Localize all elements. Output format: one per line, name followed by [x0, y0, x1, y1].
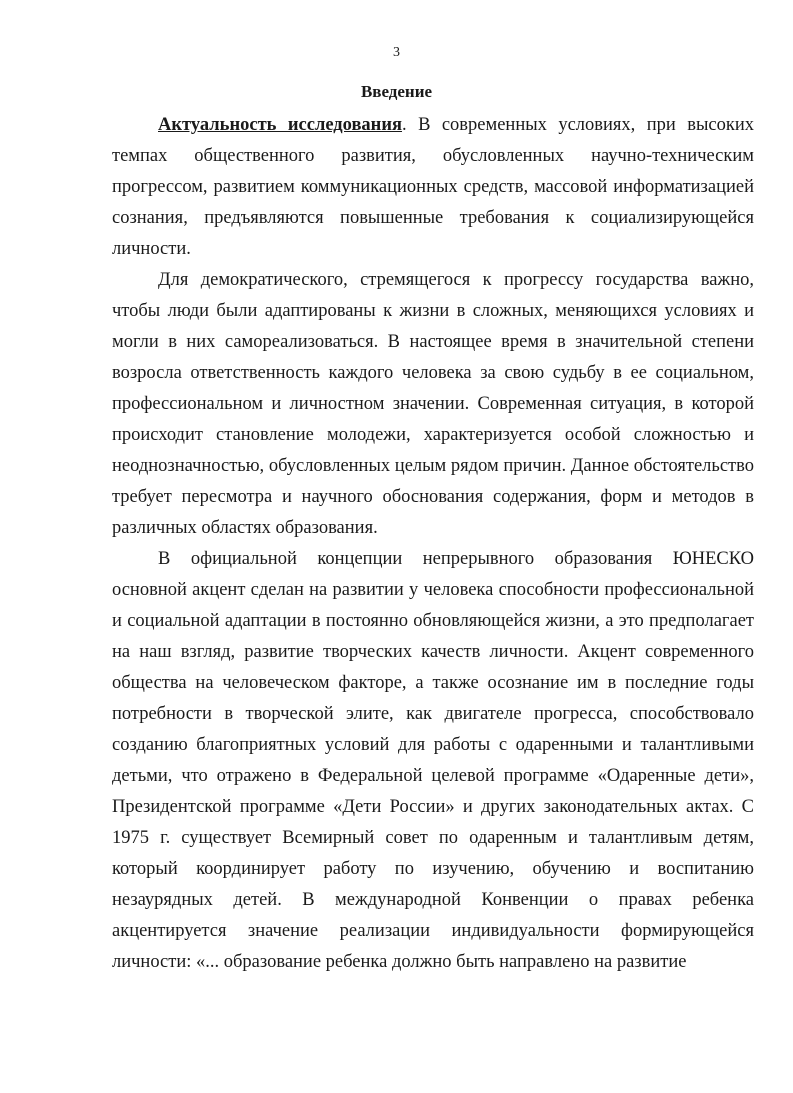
paragraph-democracy: Для демократического, стремящегося к прогрессу государства важно, чтобы люди были адаптированы к жизни в сложных, меняющихся условиях и могли в них самореализоваться. В настоящее время в значительной степени возросла ответственность каждого человека за свою судьбу в ее социальном, профессиональном и личностном значении. Современная ситуация, в которой происходит становление молодежи, характеризуется особой сложностью и неоднозначностью, обусловленных целым рядом причин. Данное обстоятельство требует пересмотра и научного обоснования содержания, форм и методов в различных областях образования.	[112, 270, 754, 538]
paragraph-relevance	[112, 110, 754, 265]
body-text	[112, 110, 754, 978]
paragraph-lead: Актуальность исследования	[158, 115, 403, 135]
paragraph-unesco: В официальной концепции непрерывного образования ЮНЕСКО основной акцент сделан на развитии у человека способности профессиональной и социальной адаптации в постоянно обновляющейся жизни, а это предполагает на наш взгляд, развитие творческих качеств личности. Акцент современного общества на человеческом факторе, а также осознание им в последние годы потребности в творческой элите, как двигателе прогресса, способствовало созданию благоприятных условий для работы с одаренными и талантливыми детьми, что отражено в Федеральной целевой программе «Одаренные дети», Президентской программе «Дети России» и других законодательных актах. С 1975 г. существует Всемирный совет по одаренным и талантливым детям, который координирует работу по изучению, обучению и воспитанию незаурядных детей. В международной Конвенции о правах ребенка акцентируется значение реализации индивидуальности формирующейся личности: «... образование ребенка должно быть направлено на развитие	[112, 549, 754, 972]
paragraph-text: . В современных условиях, при высоких темпах общественного развития, обусловленных научно-техническим прогрессом, развитием коммуникационных средств, массовой информатизацией сознания, предъявляются повышенные требования к социализирующейся личности.	[112, 115, 754, 259]
section-heading: Введение	[360, 82, 433, 101]
page-number: 3	[393, 45, 400, 60]
